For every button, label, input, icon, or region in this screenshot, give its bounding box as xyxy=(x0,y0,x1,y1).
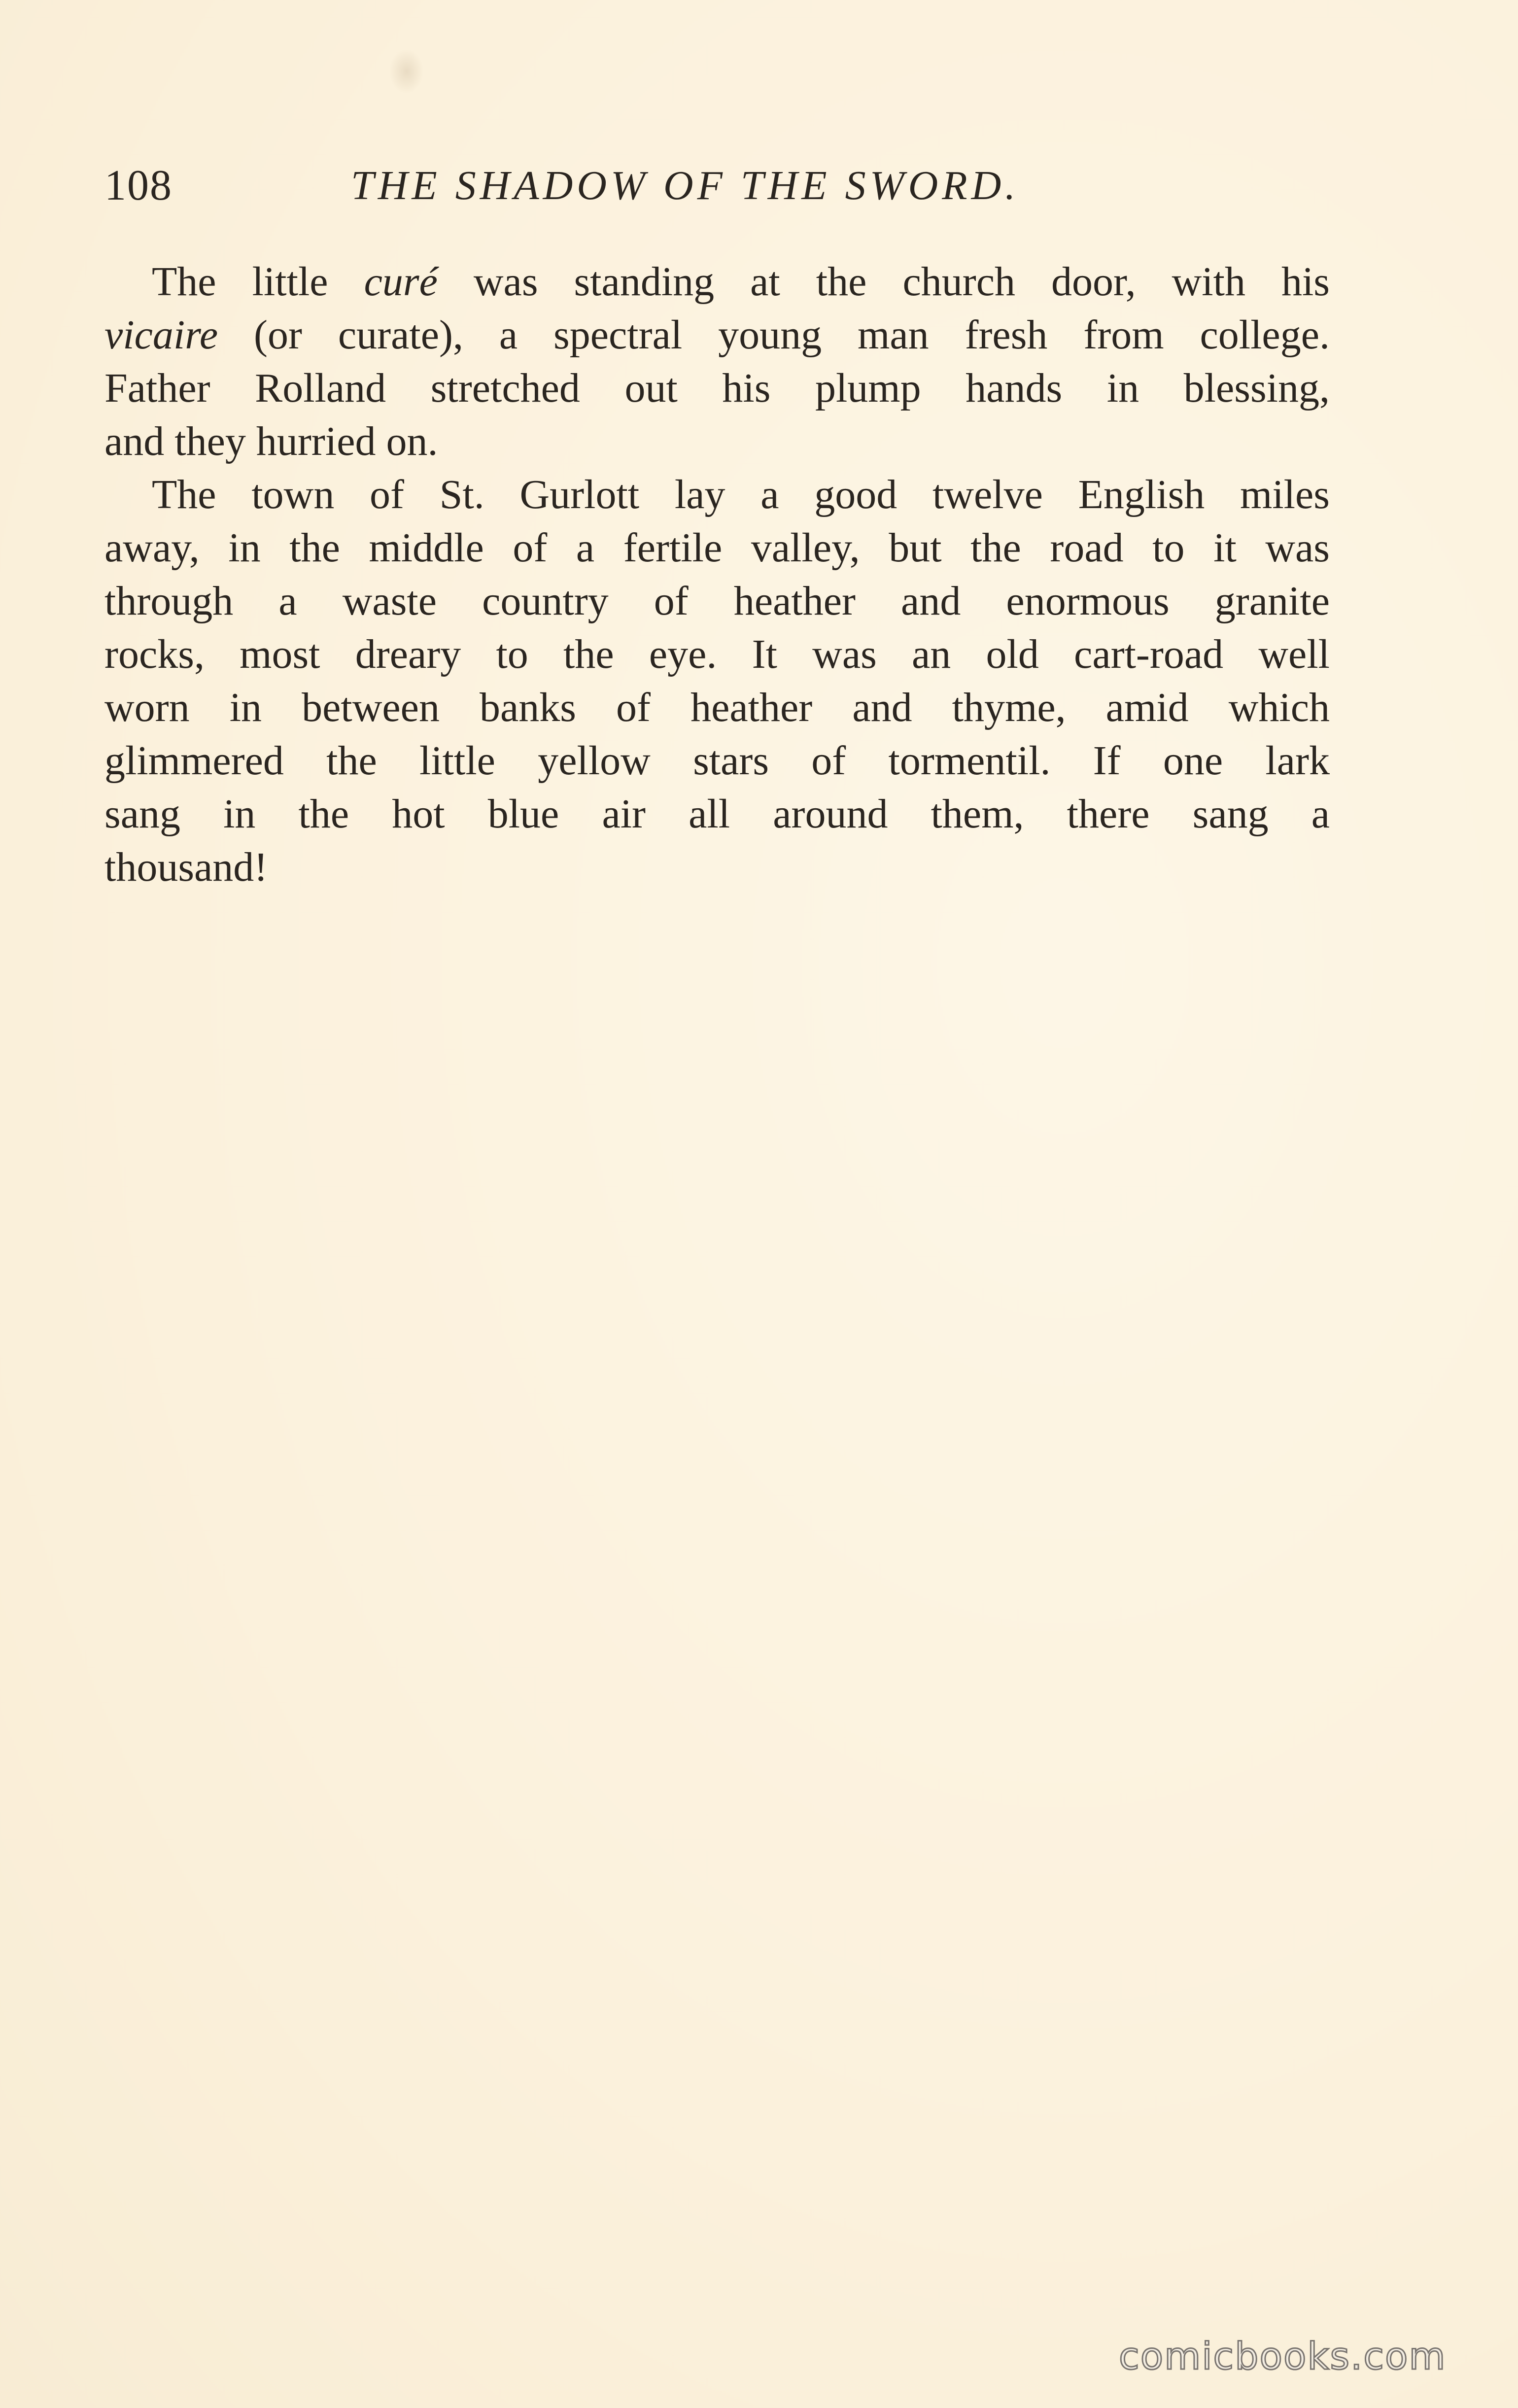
watermark: comicbooks.com xyxy=(1119,2334,1447,2378)
text-line: glimmered the little yellow stars of tormentil. If one lark xyxy=(104,738,1330,784)
running-title: THE SHADOW OF THE SWORD. xyxy=(351,163,1020,208)
text-line: away, in the middle of a fertile valley, but the road to it was xyxy=(104,525,1330,571)
text-line: The little curé was standing at the church door, with his xyxy=(152,259,1330,305)
text-line: through a waste country of heather and enormous granite xyxy=(104,578,1330,624)
text-line: rocks, most dreary to the eye. It was an old cart-road well xyxy=(104,631,1330,677)
body-text xyxy=(104,255,1330,894)
text-line: The town of St. Gurlott lay a good twelve English miles xyxy=(152,472,1330,517)
paper-smudge xyxy=(389,49,424,94)
text-line: Father Rolland stretched out his plump hands in blessing, xyxy=(104,365,1330,411)
text-line: vicaire (or curate), a spectral young man fresh from college. xyxy=(104,312,1330,358)
page-number: 108 xyxy=(104,162,172,209)
text-line: sang in the hot blue air all around them, there sang a xyxy=(104,791,1330,837)
text-line: worn in between banks of heather and thyme, amid which xyxy=(104,685,1330,730)
running-head xyxy=(104,159,1366,213)
paragraph xyxy=(104,255,1330,468)
text-line: thousand! xyxy=(104,844,268,890)
text-line: and they hurried on. xyxy=(104,418,438,464)
paragraph xyxy=(104,468,1330,894)
